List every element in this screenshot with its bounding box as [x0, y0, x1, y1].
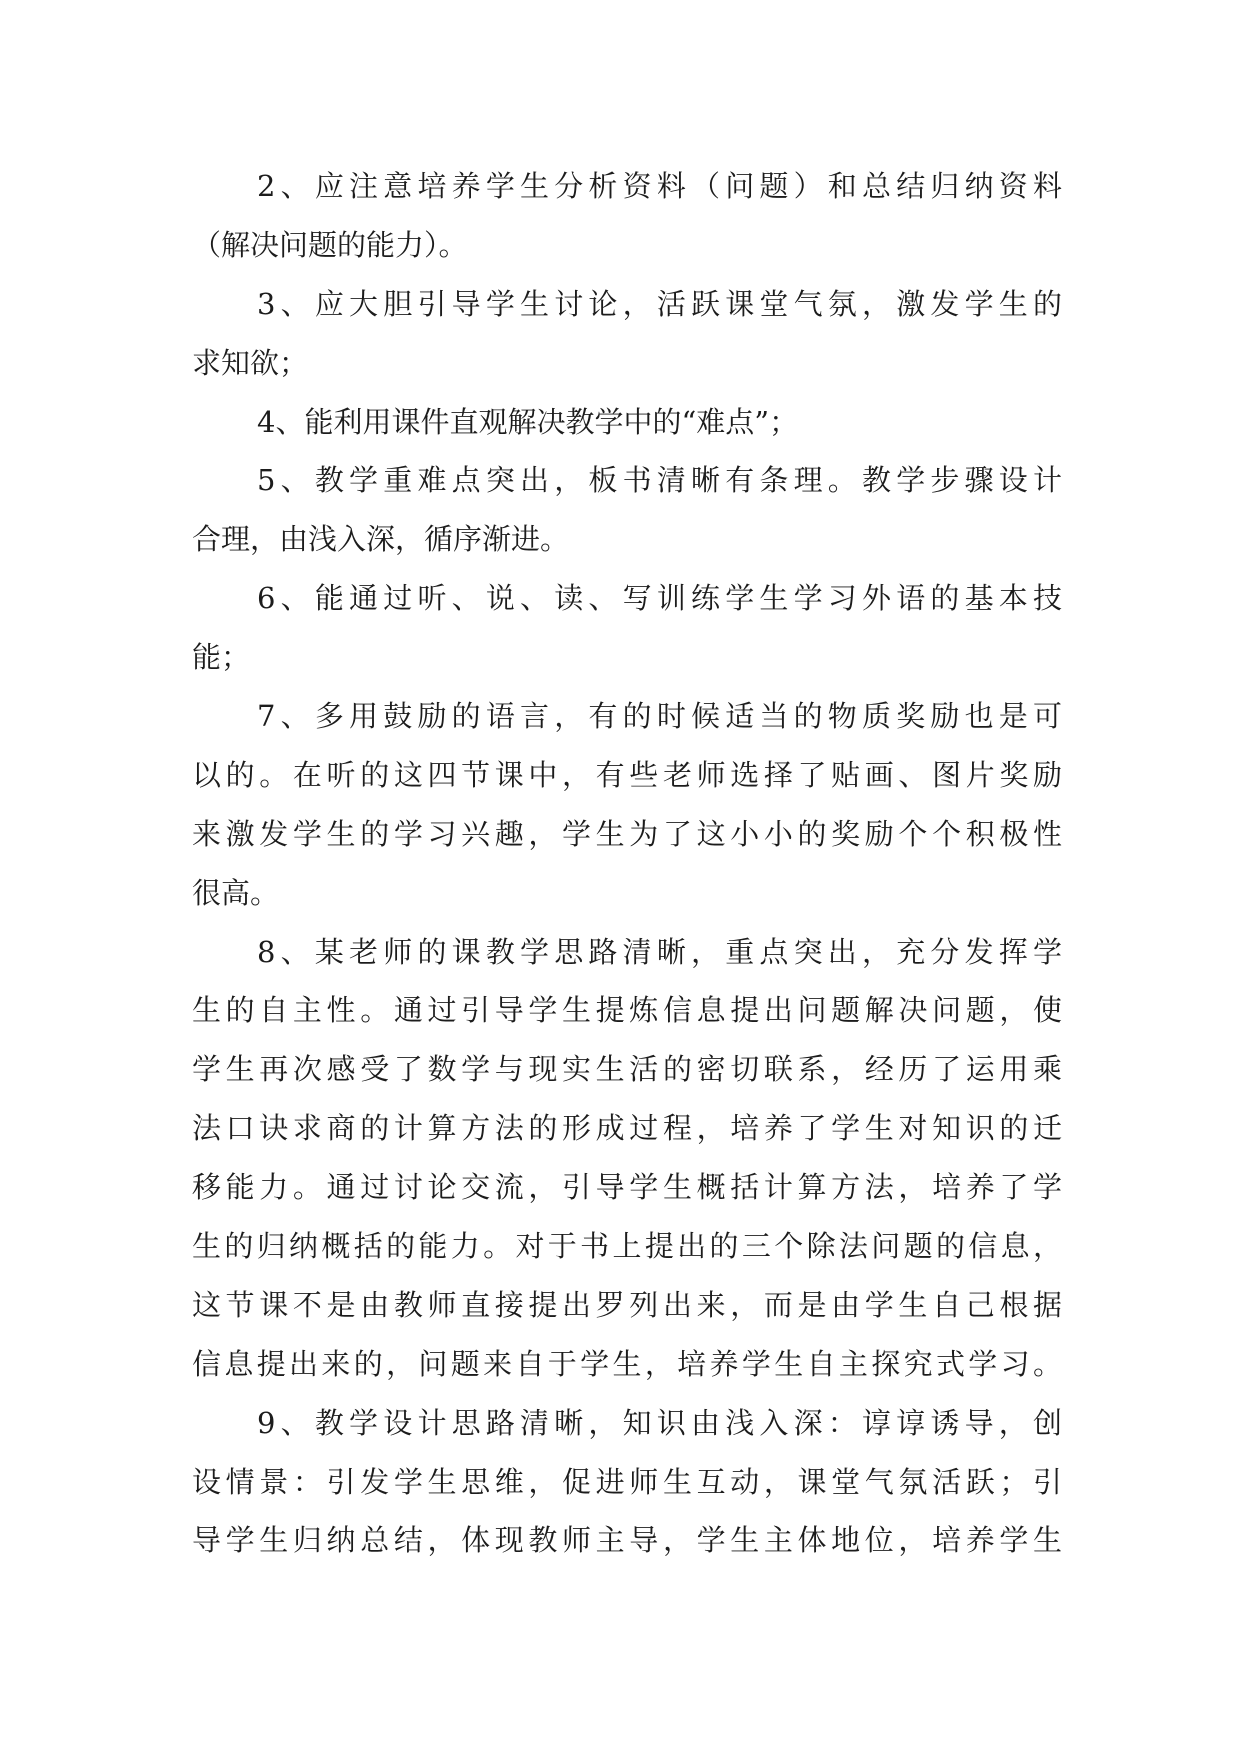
text-line: 2、应注意培养学生分析资料（问题）和总结归纳资料: [257, 169, 1062, 203]
text-line: 7、多用鼓励的语言，有的时候适当的物质奖励也是可: [257, 699, 1062, 734]
paragraph-item-4: [192, 393, 1062, 452]
text-line: 4、能利用课件直观解决教学中的“难点”；: [257, 404, 799, 439]
paragraph-item-9: [192, 1394, 1062, 1571]
text-line: 信息提出来的，问题来自于学生，培养学生自主探究式学习。: [192, 1346, 1062, 1381]
text-line: 5、教学重难点突出，板书清晰有条理。教学步骤设计: [257, 463, 1062, 498]
paragraph-item-2: [192, 157, 1062, 275]
text-line: 生的归纳概括的能力。对于书上提出的三个除法问题的信息，: [192, 1229, 1062, 1264]
paragraph-item-6: [192, 569, 1062, 687]
paragraph-item-5: [192, 451, 1062, 569]
text-line: 合理，由浅入深，循序渐进。: [192, 522, 570, 557]
text-line: 很高。: [192, 875, 280, 910]
text-line: 导学生归纳总结，体现教师主导，学生主体地位，培养学生: [192, 1523, 1062, 1558]
paragraph-item-7: [192, 687, 1062, 923]
text-line: 设情景：引发学生思维，促进师生互动，课堂气氛活跃；引: [192, 1464, 1062, 1499]
text-line: 3、应大胆引导学生讨论，活跃课堂气氛，激发学生的: [257, 286, 1062, 321]
text-line: （解决问题的能力）。: [192, 227, 468, 262]
text-line: 学生再次感受了数学与现实生活的密切联系，经历了运用乘: [192, 1052, 1062, 1087]
text-line: 8、某老师的课教学思路清晰，重点突出，充分发挥学: [257, 934, 1062, 969]
paragraph-item-8: [192, 923, 1062, 1394]
text-line: 这节课不是由教师直接提出罗列出来，而是由学生自己根据: [192, 1287, 1062, 1322]
text-line: 生的自主性。通过引导学生提炼信息提出问题解决问题，使: [192, 993, 1062, 1028]
text-line: 能；: [192, 640, 251, 675]
text-line: 来激发学生的学习兴趣，学生为了这小小的奖励个个积极性: [192, 816, 1062, 851]
text-line: 移能力。通过讨论交流，引导学生概括计算方法，培养了学: [192, 1170, 1062, 1205]
paragraph-item-3: [192, 275, 1062, 393]
text-line: 6、能通过听、说、读、写训练学生学习外语的基本技: [257, 581, 1062, 616]
document-body: [192, 157, 1062, 1570]
text-line: 9、教学设计思路清晰，知识由浅入深：谆谆诱导，创: [257, 1405, 1062, 1440]
text-line: 法口诀求商的计算方法的形成过程，培养了学生对知识的迁: [192, 1111, 1062, 1146]
text-line: 求知欲；: [192, 345, 309, 380]
text-line: 以的。在听的这四节课中，有些老师选择了贴画、图片奖励: [192, 757, 1062, 792]
